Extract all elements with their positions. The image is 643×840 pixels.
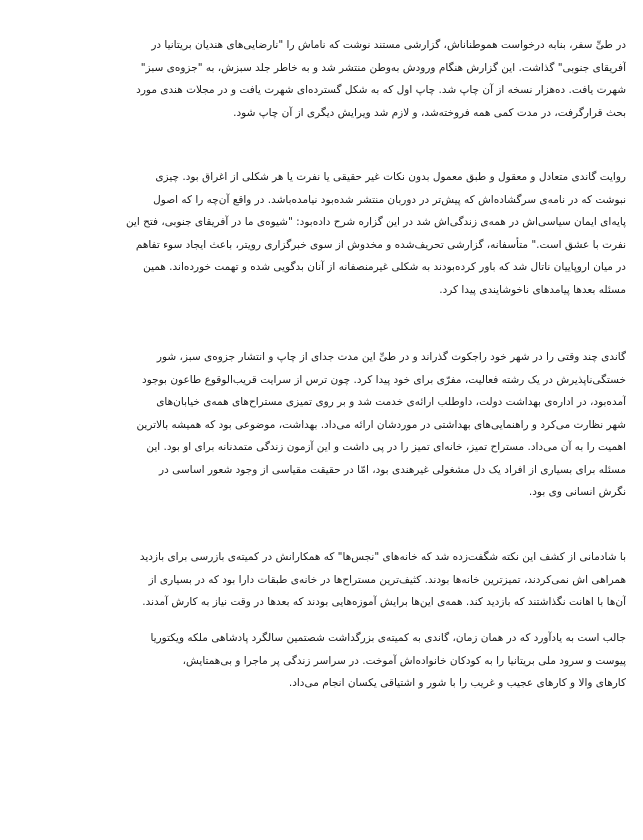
paragraph-line: پایه‌ای ایمان سیاسی‌اش در همه‌ی زندگی‌اش شد در این گزاره شرح داده‌بود: "شیوه‌ی ما در آفریقای جنوبی، فتح این: [125, 216, 626, 228]
paragraph-line: کارهای والا و کارهای عجیب و غریب را با شور و اشتیاقی یکسان انجام می‌داد.: [288, 677, 626, 689]
paragraph-green-pamphlet: [94, 34, 626, 124]
paragraph-line: بحث قرارگرفت، در مدت کمی همه فروخته‌شد، و لازم شد ویرایش دیگری از آن چاپ شود.: [233, 106, 626, 119]
paragraph-line: نفرت با عشق است." متأسفانه، گزارشی تحریف‌شده و مخدوش از سوی خبرگزاری رویتر، باعث ایجاد سوء تفاهم: [135, 238, 626, 251]
paragraph-line: آفریقای جنوبی" گذاشت. این گزارش هنگام ورودش به‌وطن منتشر شد و به خاطر جلد سبزش، به "جزوه‌ی سبز": [140, 61, 626, 74]
paragraph-line: با شادمانی از کشف این نکته شگفت‌زده شد که خانه‌های "نجس‌ها" که همکارانش در کمیته‌ی بازرسی برای بازدید: [139, 551, 626, 563]
paragraph-line: پیوست و سرود ملی بریتانیا را به کودکان خانواده‌اش آموخت. در سراسر زندگی پر ماجرا و بی‌همتایش،: [182, 654, 626, 667]
paragraph-line: شهرت یافت. ده‌هزار نسخه از آن چاپ شد. چاپ اول که به شکل گسترده‌ای شهرت یافت و در مجلات هندی مورد: [136, 84, 626, 96]
paragraph-line: گاندی چند وقتی را در شهر خود راجکوت گذراند و در طیِّ این مدت جدای از چاپ و انتشار جزوه‌ی سبز، شور: [156, 351, 626, 363]
paragraph-line: روایت گاندی متعادل و معقول و طبق معمول بدون نکات غیر حقیقی یا نفرت یا هر شکلی از اغراق بود. چیزی: [155, 171, 626, 183]
paragraph-line: جالب است به یادآورد که در همان زمان، گاندی به کمیته‌ی بزرگداشت شصتمین سالگرد پادشاهی ملکه ویکتوریا: [150, 632, 626, 644]
paragraph-line: مسئله بعدها پیامدهای ناخوشایندی پیدا کرد.: [439, 283, 626, 296]
paragraph-gandhi-account: [94, 166, 626, 301]
paragraph-line: خستگی‌ناپذیرش در یک رشته فعالیت، مفرّی برای خود پیدا کرد. چون ترس از سرایت قریب‌الوقوع طاعون بوجود: [142, 373, 626, 386]
paragraph-line: نبوشت که در نامه‌ی سرگشاده‌اش که پیش‌تر در دوربان منتشر شده‌بود نیامده‌باشد. در واقع آن‌چه را که اصول: [153, 193, 626, 206]
paragraph-jubilee-committee: [94, 627, 626, 695]
paragraph-line: نگرش انسانی وی بود.: [528, 486, 626, 498]
paragraph-untouchables-discovery: [94, 546, 626, 614]
paragraph-line: آمده‌بود، در اداره‌ی بهداشت دولت، داوطلب ارائه‌ی خدمت شد و بر روی تمیزی مستراح‌های همه‌ی خیابان‌های: [156, 396, 626, 408]
paragraph-line: در طیِّ سفر، بنابه درخواست هموطناناش، گزارشی مستند نوشت که ناماش را "نارضایی‌های هندیان بریتانیا در: [151, 39, 626, 51]
paragraph-rajkot-sanitation: [94, 346, 626, 504]
paragraph-line: شهر نظارت می‌کرد و راهنمایی‌های بهداشتی در موردشان ارائه می‌داد. بهداشت، موضوعی بود که همیشه بالاترین: [136, 418, 626, 431]
paragraph-line: آن‌ها با اهانت نگذاشتند که بازدید کند. همه‌ی این‌ها برایش آموزه‌هایی بودند که بعدها در وقت نیاز به کارش آمدند.: [142, 596, 626, 608]
paragraph-line: همراهی اش نمی‌کردند، تمیزترین خانه‌ها بودند. کثیف‌ترین مستراح‌ها در خانه‌ی طبقات دارا بود که در بسیاری از: [148, 573, 626, 586]
paragraph-line: در میان اروپاییان ناتال شد که باور کرده‌بودند به شکلی غیرمنصفانه از آنان بدگویی شده و تهمت خورده‌اند. همین: [143, 261, 626, 273]
paragraph-line: مسئله برای بسیاری از افراد یک دل مشغولی غیرهندی بود، امّا در حقیقت مقیاسی از وجود شعور اساسی در: [159, 463, 626, 476]
paragraph-line: اهمیت را به آن می‌داد. مستراح تمیز، خانه‌ای تمیز را در پی داشت و این آزمون زندگی متمدنانه برای او بود. این: [146, 441, 626, 453]
